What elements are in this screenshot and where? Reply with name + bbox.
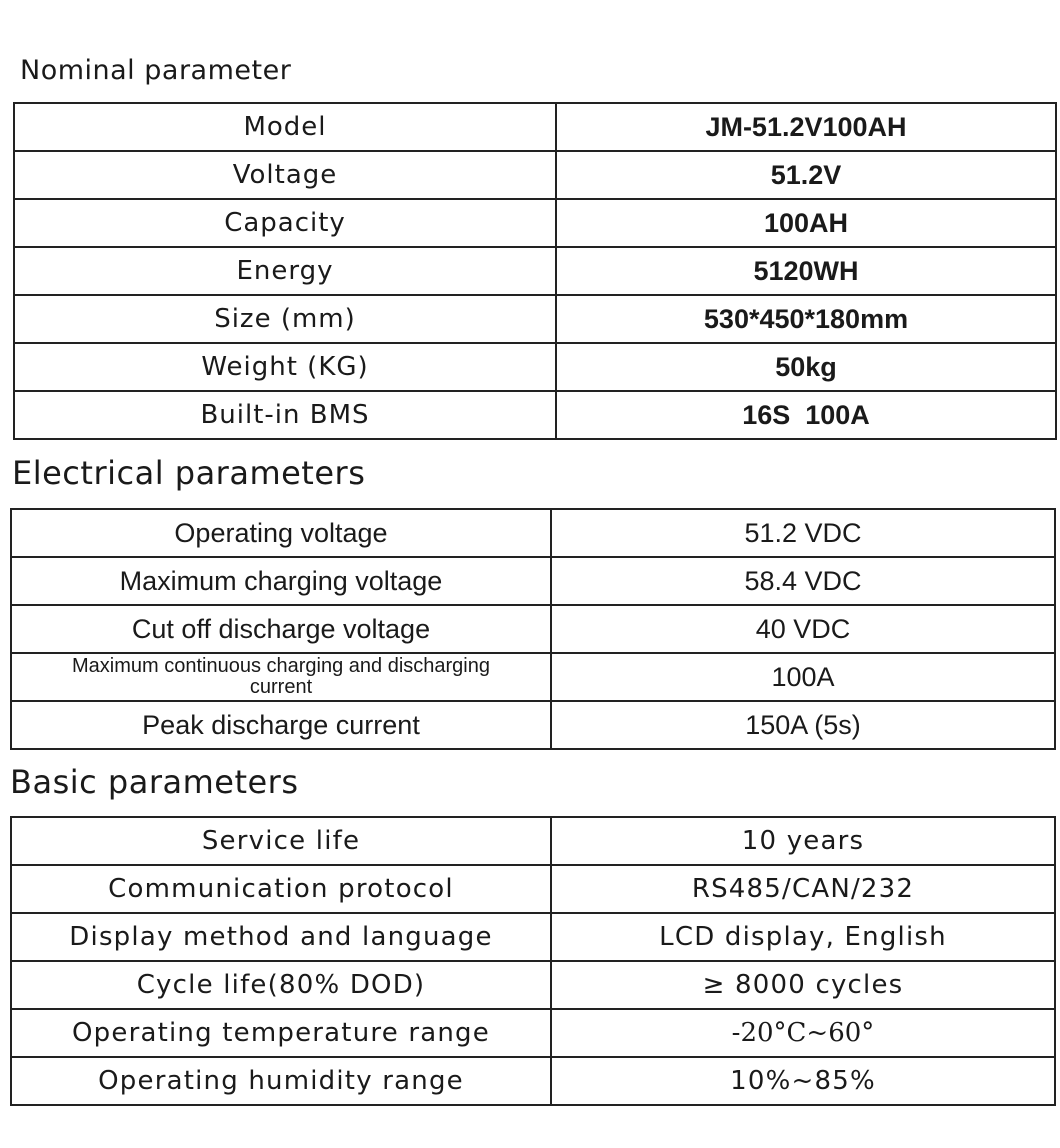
- param-value: 51.2 VDC: [551, 509, 1055, 557]
- param-label: Display method and language: [11, 913, 551, 961]
- param-value: LCD display, English: [551, 913, 1055, 961]
- param-value: RS485/CAN/232: [551, 865, 1055, 913]
- param-value: 10%~85%: [551, 1057, 1055, 1105]
- param-value: 16S 100A: [556, 391, 1056, 439]
- param-value: 50kg: [556, 343, 1056, 391]
- electrical-parameter-table: [10, 508, 1056, 750]
- table-row: [14, 199, 1056, 247]
- table-row: [14, 151, 1056, 199]
- param-label: Voltage: [14, 151, 556, 199]
- param-value: 5120WH: [556, 247, 1056, 295]
- param-value: ≥ 8000 cycles: [551, 961, 1055, 1009]
- table-row: [14, 247, 1056, 295]
- section-title-electrical: Electrical parameters: [12, 454, 366, 492]
- param-value: -20°C~60°: [551, 1009, 1055, 1057]
- table-row: [11, 653, 1055, 701]
- table-row: [14, 391, 1056, 439]
- param-value: 530*450*180mm: [556, 295, 1056, 343]
- table-row: [11, 557, 1055, 605]
- param-label: Weight (KG): [14, 343, 556, 391]
- param-value: 100AH: [556, 199, 1056, 247]
- param-label: Peak discharge current: [11, 701, 551, 749]
- table-row: [14, 103, 1056, 151]
- param-label: Energy: [14, 247, 556, 295]
- table-row: [11, 865, 1055, 913]
- table-row: [14, 295, 1056, 343]
- section-title-nominal: Nominal parameter: [20, 55, 292, 86]
- table-row: [11, 605, 1055, 653]
- param-label: Cut off discharge voltage: [11, 605, 551, 653]
- table-row: [11, 913, 1055, 961]
- param-label: Capacity: [14, 199, 556, 247]
- param-value: 150A (5s): [551, 701, 1055, 749]
- table-row: [14, 343, 1056, 391]
- param-label: Service life: [11, 817, 551, 865]
- param-label: Built-in BMS: [14, 391, 556, 439]
- param-value: 100A: [551, 653, 1055, 701]
- section-title-basic: Basic parameters: [10, 763, 299, 801]
- param-label: Model: [14, 103, 556, 151]
- param-label: Maximum continuous charging and discharging current: [11, 653, 551, 701]
- table-row: [11, 1057, 1055, 1105]
- param-label: Communication protocol: [11, 865, 551, 913]
- table-row: [11, 509, 1055, 557]
- param-label: Operating humidity range: [11, 1057, 551, 1105]
- param-value: 58.4 VDC: [551, 557, 1055, 605]
- table-row: [11, 701, 1055, 749]
- param-value: 40 VDC: [551, 605, 1055, 653]
- param-label: Size (mm): [14, 295, 556, 343]
- table-row: [11, 817, 1055, 865]
- param-value: 10 years: [551, 817, 1055, 865]
- param-label: Operating temperature range: [11, 1009, 551, 1057]
- table-row: [11, 961, 1055, 1009]
- param-value: JM-51.2V100AH: [556, 103, 1056, 151]
- param-value: 51.2V: [556, 151, 1056, 199]
- table-row: [11, 1009, 1055, 1057]
- nominal-parameter-table: [13, 102, 1057, 440]
- param-label: Cycle life(80% DOD): [11, 961, 551, 1009]
- param-label: Operating voltage: [11, 509, 551, 557]
- basic-parameter-table: [10, 816, 1056, 1106]
- param-label: Maximum charging voltage: [11, 557, 551, 605]
